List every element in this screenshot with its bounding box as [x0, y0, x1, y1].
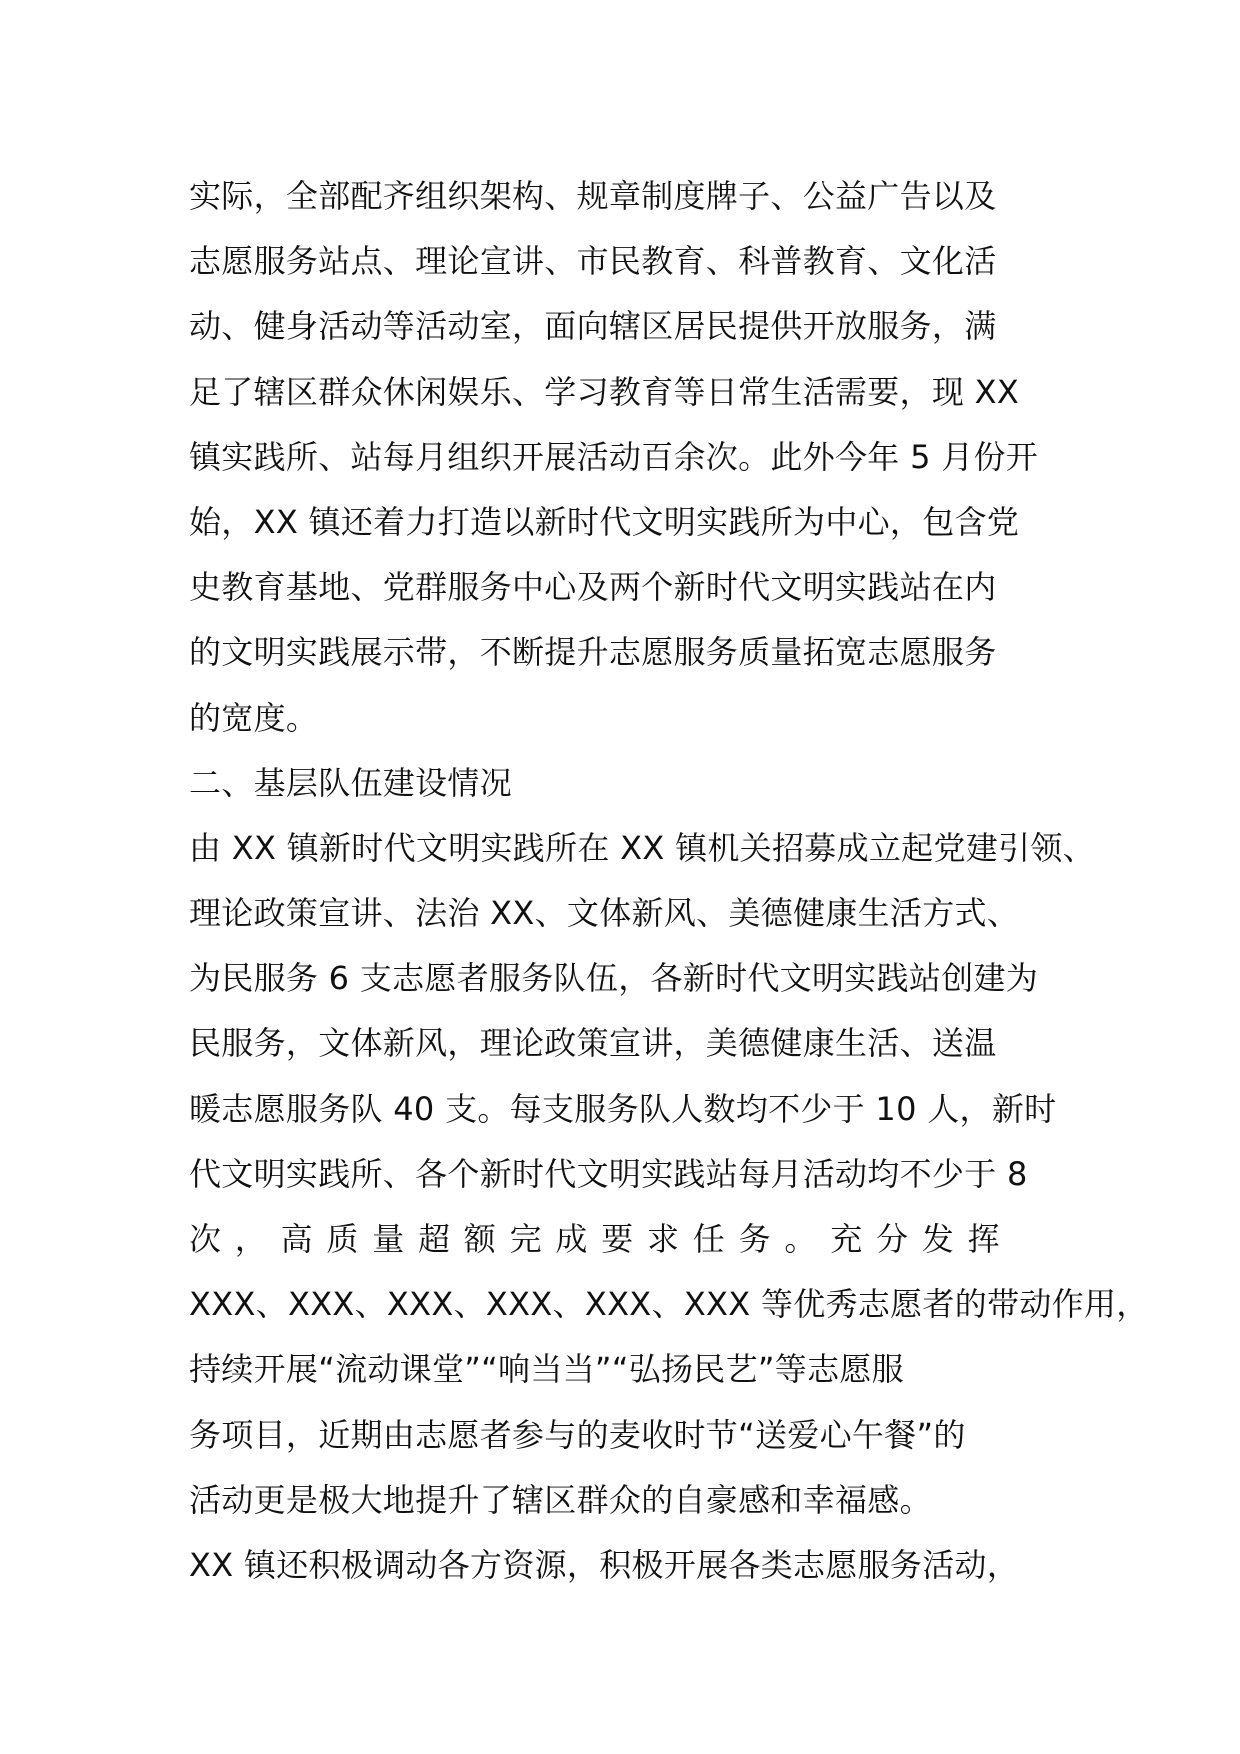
text-line: 民服务，文体新风，理论政策宣讲，美德健康生活、送温 [189, 1024, 997, 1063]
text-line: 持续开展“流动课堂”“响当当”“弘扬民艺”等志愿服 [189, 1350, 904, 1389]
text-line: 志愿服务站点、理论宣讲、市民教育、科普教育、文化活 [189, 242, 997, 281]
text-line: 始，XX 镇还着力打造以新时代文明实践所为中心，包含党 [189, 502, 1020, 541]
text-line: 足了辖区群众休闲娱乐、学习教育等日常生活需要，现 XX [189, 372, 1020, 411]
text-line: 暖志愿服务队 40 支。每支服务队人数均不少于 10 人，新时 [189, 1089, 1057, 1128]
section-heading: 二、基层队伍建设情况 [189, 763, 513, 802]
text-line: 的宽度。 [189, 698, 319, 737]
text-line: 镇实践所、站每月组织开展活动百余次。此外今年 5 月份开 [189, 437, 1039, 476]
text-line: 活动更是极大地提升了辖区群众的自豪感和幸福感。 [189, 1480, 932, 1519]
text-line: XX 镇还积极调动各方资源，积极开展各类志愿服务活动， [189, 1545, 1020, 1584]
text-line: 务项目，近期由志愿者参与的麦收时节“送爱心午餐”的 [189, 1415, 966, 1454]
text-line: 实际，全部配齐组织架构、规章制度牌子、公益广告以及 [189, 177, 997, 215]
text-line: XXX、XXX、XXX、XXX、XXX、XXX 等优秀志愿者的带动作用， [189, 1285, 1149, 1324]
text-line: 代文明实践所、各个新时代文明实践站每月活动均不少于 8 [189, 1154, 1028, 1193]
text-line: 理论政策宣讲、法治 XX、文体新风、美德健康生活方式、 [189, 894, 1020, 933]
text-line: 由 XX 镇新时代文明实践所在 XX 镇机关招募成立起党建引领、 [189, 828, 1095, 867]
text-line: 动、健身活动等活动室，面向辖区居民提供开放服务，满 [189, 307, 997, 346]
text-line: 的文明实践展示带，不断提升志愿服务质量拓宽志愿服务 [189, 633, 997, 672]
text-line: 史教育基地、党群服务中心及两个新时代文明实践站在内 [189, 568, 997, 607]
document-body [189, 164, 1149, 1598]
text-line: 为民服务 6 支志愿者服务队伍，各新时代文明实践站创建为 [189, 959, 1039, 998]
text-line: 次，高质量超额完成要求任务。充分发挥 [189, 1220, 1014, 1258]
